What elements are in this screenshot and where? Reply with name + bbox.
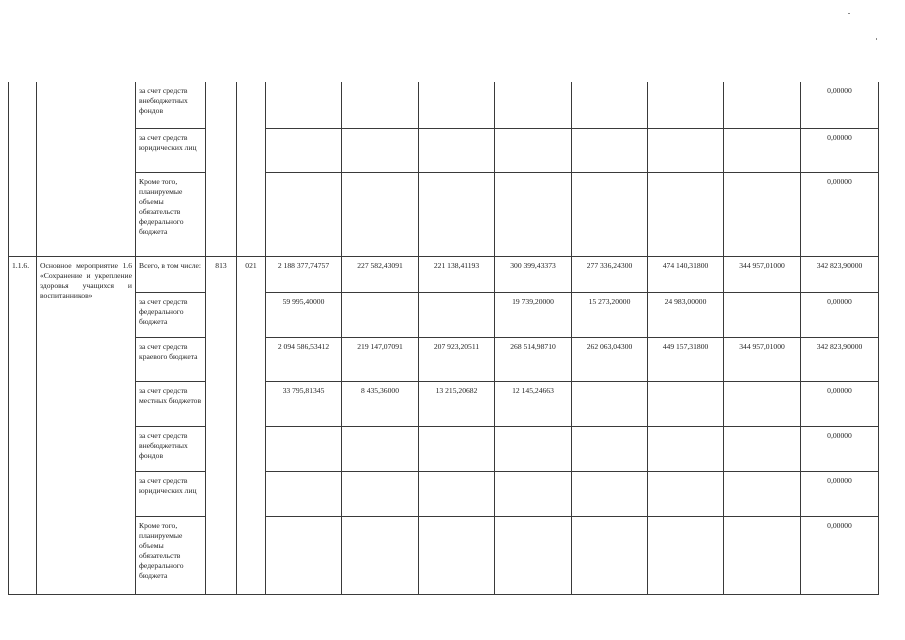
final-year-amount-cell: 342 823,90000 xyxy=(801,256,879,292)
amount-cell xyxy=(572,172,648,256)
amount-cell xyxy=(724,381,801,426)
amount-cell: 219 147,07091 xyxy=(342,337,419,381)
amount-cell xyxy=(342,82,419,128)
amount-cell: 344 957,01000 xyxy=(724,337,801,381)
amount-cell: 59 995,40000 xyxy=(266,292,342,337)
final-year-amount-cell: 0,00000 xyxy=(801,381,879,426)
amount-cell xyxy=(419,292,495,337)
event-number-cell: 1.1.6. xyxy=(9,256,37,594)
funding-source-cell: за счет средств федерального бюджета xyxy=(136,292,206,337)
amount-cell xyxy=(572,381,648,426)
amount-cell xyxy=(419,128,495,172)
funding-source-cell: за счет средств юридических лиц xyxy=(136,471,206,516)
amount-cell xyxy=(724,516,801,594)
prev-event-number-cell xyxy=(9,82,37,256)
table-row xyxy=(9,426,879,471)
table-row xyxy=(9,381,879,426)
funding-source-cell: Всего, в том числе: xyxy=(136,256,206,292)
table-row xyxy=(9,337,879,381)
amount-cell xyxy=(648,426,724,471)
funding-source-cell: за счет средств местных бюджетов xyxy=(136,381,206,426)
amount-cell xyxy=(572,128,648,172)
table-row xyxy=(9,82,879,128)
amount-cell: 2 188 377,74757 xyxy=(266,256,342,292)
amount-cell xyxy=(724,128,801,172)
final-year-amount-cell: 0,00000 xyxy=(801,471,879,516)
amount-cell xyxy=(419,82,495,128)
prev-grbs-cell xyxy=(206,82,237,256)
amount-cell xyxy=(342,426,419,471)
amount-cell xyxy=(495,471,572,516)
amount-cell xyxy=(572,516,648,594)
amount-cell: 344 957,01000 xyxy=(724,256,801,292)
amount-cell: 13 215,20682 xyxy=(419,381,495,426)
amount-cell xyxy=(495,82,572,128)
amount-cell xyxy=(419,516,495,594)
prev-rzpr-cell xyxy=(237,82,266,256)
funding-source-cell: за счет средств краевого бюджета xyxy=(136,337,206,381)
amount-cell xyxy=(572,426,648,471)
table-row xyxy=(9,256,879,292)
amount-cell: 227 582,43091 xyxy=(342,256,419,292)
amount-cell xyxy=(724,292,801,337)
amount-cell: 2 094 586,53412 xyxy=(266,337,342,381)
amount-cell xyxy=(495,426,572,471)
final-year-amount-cell: 0,00000 xyxy=(801,426,879,471)
amount-cell xyxy=(572,82,648,128)
amount-cell: 277 336,24300 xyxy=(572,256,648,292)
budget-table xyxy=(8,82,879,595)
amount-cell: 8 435,36000 xyxy=(342,381,419,426)
amount-cell xyxy=(724,172,801,256)
funding-source-cell: за счет средств юридических лиц xyxy=(136,128,206,172)
table-row xyxy=(9,128,879,172)
event-name-cell: Основное мероприятие 1.6 «Сохранение и укрепление здоровья учащихся и воспитанников» xyxy=(37,256,136,594)
amount-cell xyxy=(342,128,419,172)
amount-cell xyxy=(342,172,419,256)
amount-cell: 300 399,43373 xyxy=(495,256,572,292)
table-row xyxy=(9,516,879,594)
amount-cell: 19 739,20000 xyxy=(495,292,572,337)
grbs-code-cell: 813 xyxy=(206,256,237,594)
final-year-amount-cell: 0,00000 xyxy=(801,82,879,128)
amount-cell xyxy=(342,516,419,594)
amount-cell xyxy=(266,471,342,516)
amount-cell xyxy=(648,381,724,426)
amount-cell xyxy=(342,471,419,516)
amount-cell: 262 063,04300 xyxy=(572,337,648,381)
amount-cell: 207 923,20511 xyxy=(419,337,495,381)
amount-cell: 221 138,41193 xyxy=(419,256,495,292)
amount-cell xyxy=(266,172,342,256)
final-year-amount-cell: 0,00000 xyxy=(801,292,879,337)
amount-cell xyxy=(724,426,801,471)
amount-cell: 33 795,81345 xyxy=(266,381,342,426)
amount-cell: 24 983,00000 xyxy=(648,292,724,337)
scan-speck xyxy=(848,13,850,14)
amount-cell: 15 273,20000 xyxy=(572,292,648,337)
rzpr-code-cell: 021 xyxy=(237,256,266,594)
amount-cell xyxy=(495,516,572,594)
amount-cell xyxy=(419,426,495,471)
scan-speck xyxy=(876,38,877,40)
amount-cell: 12 145,24663 xyxy=(495,381,572,426)
amount-cell: 268 514,98710 xyxy=(495,337,572,381)
amount-cell xyxy=(495,172,572,256)
amount-cell xyxy=(724,82,801,128)
amount-cell xyxy=(419,471,495,516)
final-year-amount-cell: 342 823,90000 xyxy=(801,337,879,381)
amount-cell xyxy=(266,128,342,172)
amount-cell xyxy=(266,82,342,128)
amount-cell xyxy=(495,128,572,172)
amount-cell xyxy=(572,471,648,516)
amount-cell xyxy=(342,292,419,337)
amount-cell xyxy=(266,426,342,471)
amount-cell xyxy=(419,172,495,256)
funding-source-cell: за счет средств внебюджетных фондов xyxy=(136,426,206,471)
final-year-amount-cell: 0,00000 xyxy=(801,128,879,172)
final-year-amount-cell: 0,00000 xyxy=(801,172,879,256)
amount-cell: 449 157,31800 xyxy=(648,337,724,381)
funding-source-cell: за счет средств внебюджетных фондов xyxy=(136,82,206,128)
amount-cell xyxy=(648,471,724,516)
amount-cell xyxy=(648,82,724,128)
amount-cell xyxy=(648,128,724,172)
amount-cell xyxy=(724,471,801,516)
prev-event-name-cell xyxy=(37,82,136,256)
funding-source-cell: Кроме того, планируемые объемы обязательств федерального бюджета xyxy=(136,516,206,594)
amount-cell: 474 140,31800 xyxy=(648,256,724,292)
amount-cell xyxy=(266,516,342,594)
table-row xyxy=(9,172,879,256)
final-year-amount-cell: 0,00000 xyxy=(801,516,879,594)
amount-cell xyxy=(648,516,724,594)
table-row xyxy=(9,292,879,337)
funding-source-cell: Кроме того, планируемые объемы обязательств федерального бюджета xyxy=(136,172,206,256)
amount-cell xyxy=(648,172,724,256)
table-row xyxy=(9,471,879,516)
